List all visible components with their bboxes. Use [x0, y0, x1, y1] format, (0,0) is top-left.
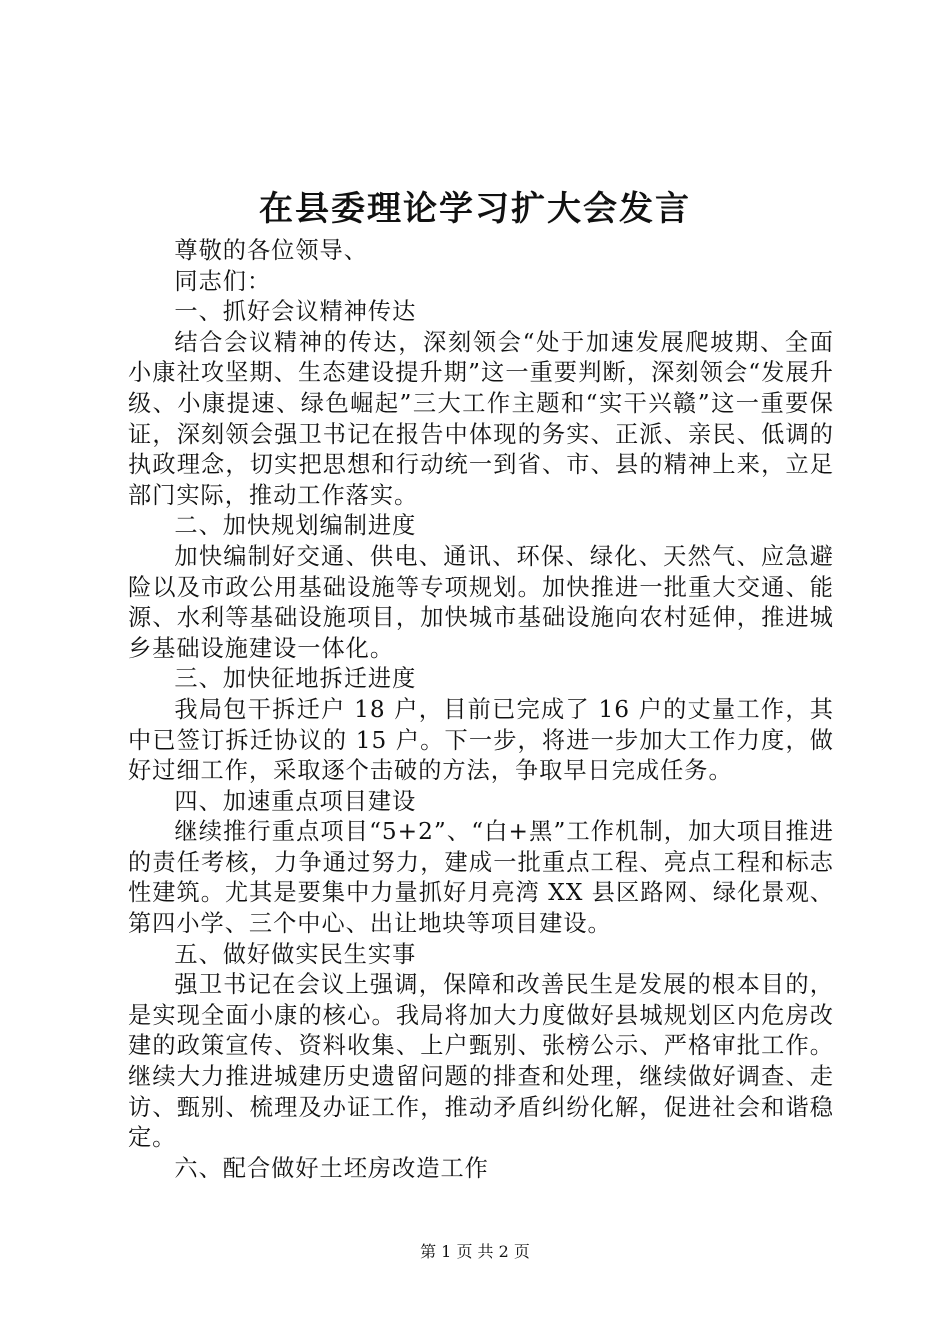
salutation-line-1: 尊敬的各位领导、	[174, 237, 368, 264]
section-paragraph-4: 继续推行重点项目“5+2”、“白+黑”工作机制，加大项目推进的责任考核，力争通过努力，建成一批重点工程、亮点工程和标志性建筑。尤其是要集中力量抓好月亮湾 XX 县区路网、绿化景观、第四小学、三个中心、出让地块等项目建设。	[128, 818, 834, 938]
section-paragraph-1: 结合会议精神的传达，深刻领会“处于加速发展爬坡期、全面小康社攻坚期、生态建设提升期”这一重要判断，深刻领会“发展升级、小康提速、绿色崛起”三大工作主题和“实干兴赣”这一重要保证，深刻领会强卫书记在报告中体现的务实、正派、亲民、低调的执政理念，切实把思想和行动统一到省、市、县的精神上来，立足部门实际，推动工作落实。	[128, 328, 834, 509]
document-body	[128, 236, 834, 1184]
section-heading-2: 二、加快规划编制进度	[174, 512, 417, 540]
salutation-line-2: 同志们：	[174, 267, 272, 295]
page-footer: 第 1 页 共 2 页	[420, 1242, 530, 1261]
section-heading-3: 三、加快征地拆迁进度	[174, 665, 417, 693]
section-paragraph-5: 强卫书记在会议上强调，保障和改善民生是发展的根本目的，是实现全面小康的核心。我局将加大力度做好县城规划区内危房改建的政策宣传、资料收集、上户甄别、张榜公示、严格审批工作。继续大力推进城建历史遗留问题的排查和处理，继续做好调查、走访、甄别、梳理及办证工作，推动矛盾纠纷化解，促进社会和谐稳定。	[128, 971, 834, 1152]
section-paragraph-2: 加快编制好交通、供电、通讯、环保、绿化、天然气、应急避险以及市政公用基础设施等专项规划。加快推进一批重大交通、能源、水利等基础设施项目，加快城市基础设施向农村延伸，推进城乡基础设施建设一体化。	[128, 542, 834, 662]
section-paragraph-3: 我局包干拆迁户 18 户，目前已完成了 16 户的丈量工作，其中已签订拆迁协议的 15 户。下一步，将进一步加大工作力度，做好过细工作，采取逐个击破的方法，争取早日完成任务。	[128, 695, 834, 785]
document-title: 在县委理论学习扩大会发言	[259, 189, 691, 229]
section-heading-1: 一、抓好会议精神传达	[174, 298, 417, 326]
section-heading-4: 四、加速重点项目建设	[174, 787, 417, 815]
section-heading-5: 五、做好做实民生实事	[174, 940, 417, 968]
section-heading-6: 六、配合做好土坯房改造工作	[174, 1154, 489, 1182]
